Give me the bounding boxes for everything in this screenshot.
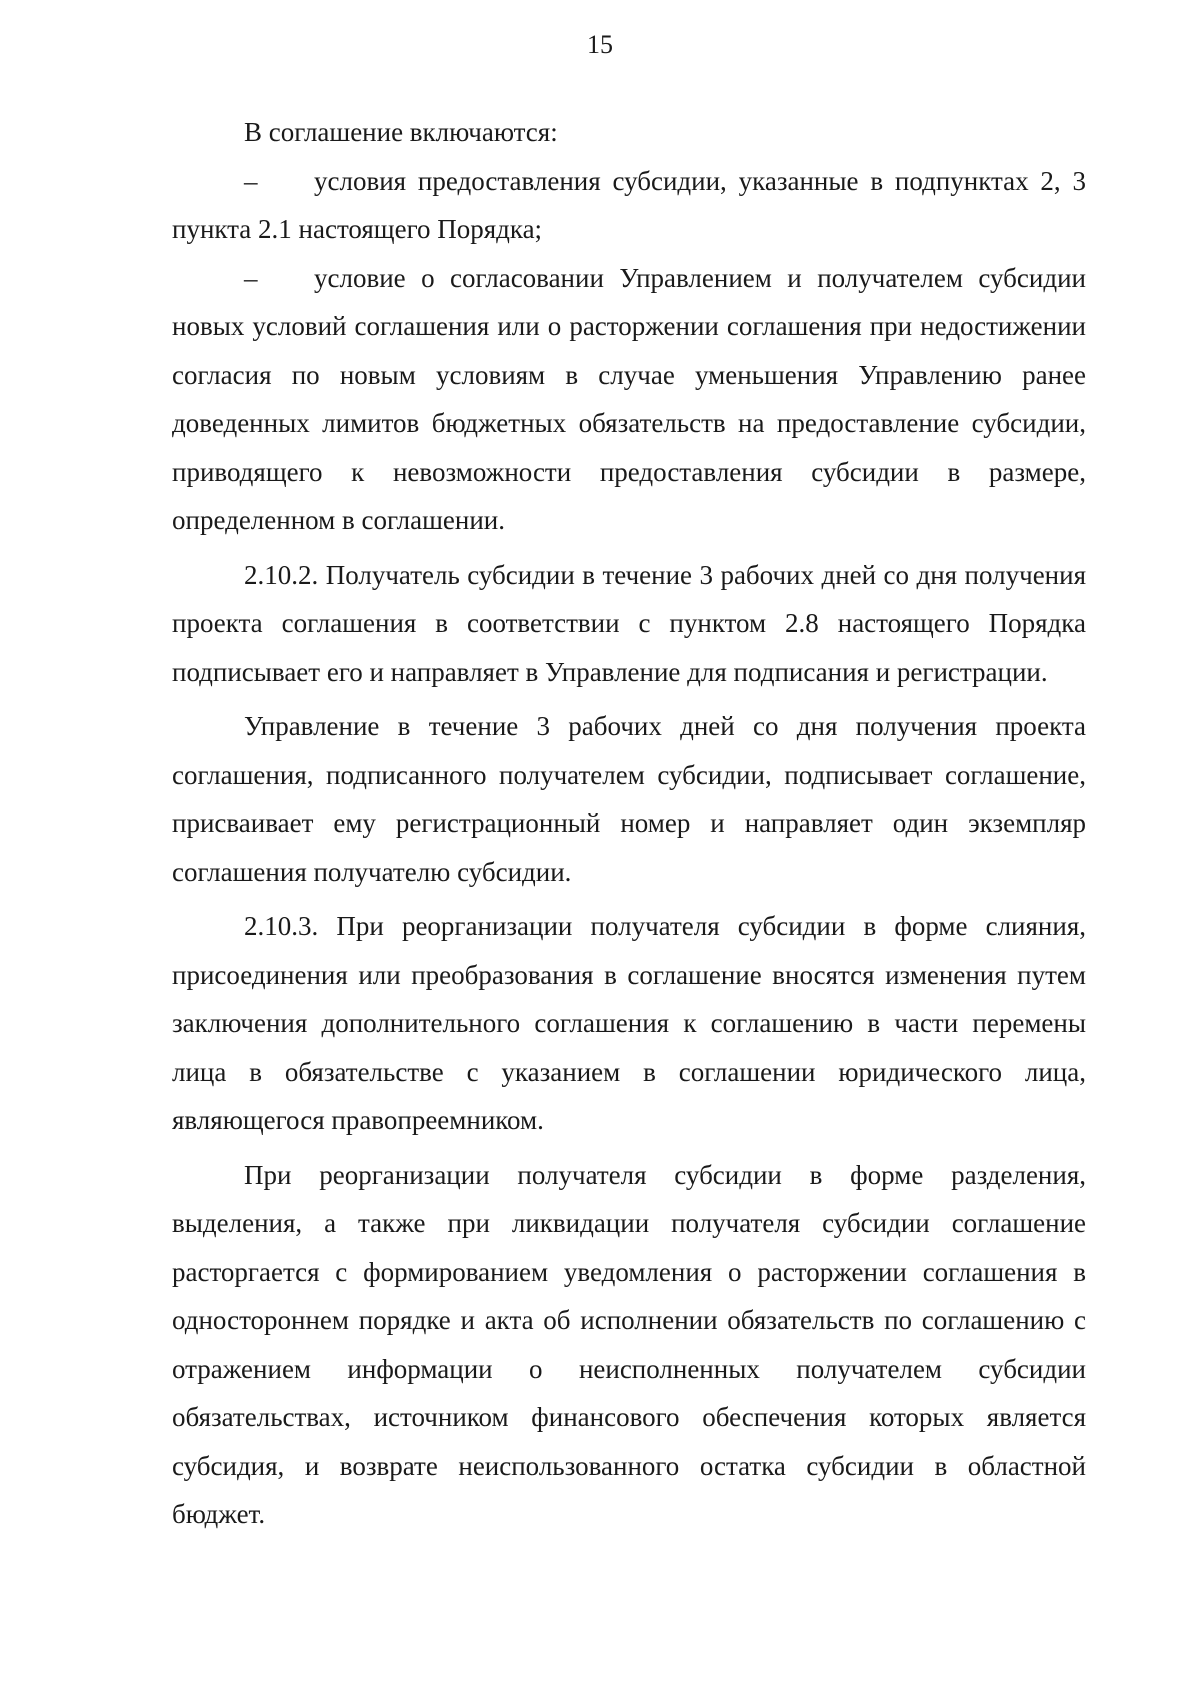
list-item-text: условия предоставления субсидии, указанные в подпунктах 2, 3 пункта 2.1 настоящего Порядка; (172, 165, 1086, 244)
list-dash: – (244, 165, 258, 196)
list-item-conditions (172, 157, 1086, 254)
page-number: 15 (587, 30, 613, 59)
list-item-text: условие о согласовании Управлением и получателем субсидии новых условий соглашения или о расторжении соглашения при недостижении согласия по новым условиям в случае уменьшения Управлению ранее доведенных лимитов бюджетных обязательств на предоставление субсидии, приводящего к невозможности предоставления субсидии в размере, определенном в соглашении. (172, 262, 1086, 535)
paragraph-reorganization: При реорганизации получателя субсидии в форме разделения, выделения, а также при ликвидации получателя субсидии соглашение расторгается с формированием уведомления о расторжении соглашения в одностороннем порядке и акта об исполнении обязательств по соглашению с отражением информации о неисполненных получателем субсидии обязательствах, источником финансового обеспечения которых является субсидия, и возврате неиспользованного остатка субсидии в областной бюджет. (172, 1159, 1086, 1529)
list-dash: – (244, 262, 258, 293)
list-item-agreement-condition (172, 254, 1086, 545)
document-body (172, 108, 1086, 1539)
paragraph-2-10-2: 2.10.2. Получатель субсидии в течение 3 рабочих дней со дня получения проекта соглашения в соответствии с пунктом 2.8 настоящего Порядка подписывает его и направляет в Управление для подписания и регистрации. (172, 559, 1086, 687)
paragraph-management: Управление в течение 3 рабочих дней со дня получения проекта соглашения, подписанного получателем субсидии, подписывает соглашение, присваивает ему регистрационный номер и направляет один экземпляр соглашения получателю субсидии. (172, 711, 1086, 887)
paragraph-intro: В соглашение включаются: (244, 117, 558, 147)
paragraph-2-10-3: 2.10.3. При реорганизации получателя субсидии в форме слияния, присоединения или преобразования в соглашение вносятся изменения путем заключения дополнительного соглашения к соглашению в части перемены лица в обязательстве с указанием в соглашении юридического лица, являющегося правопреемником. (172, 911, 1086, 1135)
